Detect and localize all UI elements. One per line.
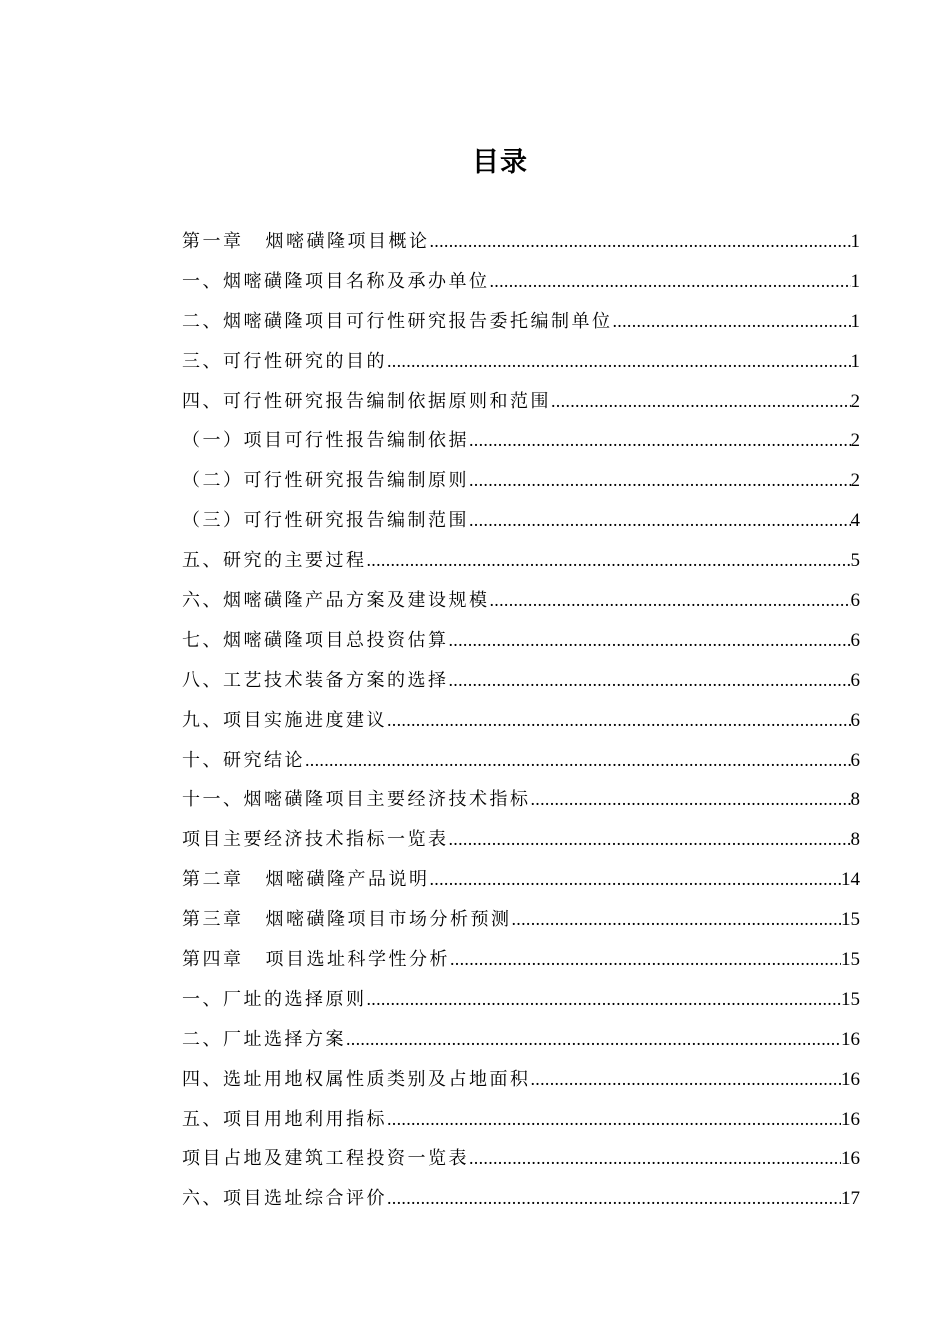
toc-entry-label [182,820,449,860]
toc-page-number: 2 [850,430,860,452]
toc-page-number: 6 [850,749,860,771]
toc-entry[interactable] [182,461,860,501]
toc-dot-leader [367,541,851,581]
page-title: 目录 [472,147,528,178]
toc-entry[interactable] [182,860,860,900]
toc-entry[interactable] [182,621,860,661]
toc-entry[interactable] [182,382,860,422]
toc-entry[interactable] [182,421,860,461]
toc-dot-leader [490,262,851,302]
toc-entry-label [182,421,469,461]
toc-page-number: 16 [841,1028,860,1050]
toc-entry[interactable] [182,661,860,701]
toc-entry-text: 四、可行性研究报告编制依据原则和范围 [182,390,551,412]
toc-entry[interactable] [182,1020,860,1060]
toc-entry-text: 七、烟嘧磺隆项目总投资估算 [182,629,449,651]
toc-page-number: 2 [850,470,860,492]
table-of-contents [182,222,860,1219]
toc-page-number: 2 [850,390,860,412]
toc-entry[interactable] [182,342,860,382]
toc-page-number: 8 [850,829,860,851]
toc-entry-label [182,780,531,820]
toc-entry-label [182,1100,387,1140]
toc-entry-text: （一）项目可行性报告编制依据 [182,430,469,452]
toc-entry-label [182,701,387,741]
toc-page-number: 14 [841,869,860,891]
toc-page-number: 4 [850,510,860,532]
toc-entry-text: 十一、烟嘧磺隆项目主要经济技术指标 [182,789,531,811]
toc-page-number: 16 [841,1108,860,1130]
toc-entry-label [182,461,469,501]
toc-page-number: 16 [841,1148,860,1170]
toc-page-number: 6 [850,709,860,731]
toc-entry-text: 六、烟嘧磺隆产品方案及建设规模 [182,590,490,612]
toc-dot-leader [387,1179,841,1219]
toc-entry-text: 一、厂址的选择原则 [182,988,367,1010]
toc-entry[interactable] [182,581,860,621]
toc-entry-text: 四、选址用地权属性质类别及占地面积 [182,1068,531,1090]
toc-entry-text: 三、可行性研究的目的 [182,350,387,372]
toc-entry-text: 二、烟嘧磺隆项目可行性研究报告委托编制单位 [182,310,613,332]
toc-entry-text: 六、项目选址综合评价 [182,1188,387,1210]
toc-dot-leader [430,222,851,262]
toc-chapter-number: 第四章 [182,949,244,971]
toc-entry-text: 烟嘧磺隆产品说明 [265,869,430,891]
toc-page-number: 1 [850,270,860,292]
toc-entry-label [182,1139,469,1179]
toc-entry-label [182,382,551,422]
toc-entry-label [182,621,449,661]
toc-entry-label [182,741,305,781]
toc-dot-leader [346,1020,841,1060]
toc-page-number: 17 [841,1188,860,1210]
toc-dot-leader [512,900,842,940]
toc-dot-leader [490,581,851,621]
toc-entry[interactable] [182,222,860,262]
toc-entry-label [182,342,387,382]
toc-entry-text: 九、项目实施进度建议 [182,709,387,731]
toc-entry-label [182,1020,346,1060]
toc-entry-text: 八、工艺技术装备方案的选择 [182,669,449,691]
toc-entry-text: 五、研究的主要过程 [182,550,367,572]
toc-entry-text: 烟嘧磺隆项目概论 [265,231,430,252]
toc-page-number: 1 [850,231,860,252]
toc-entry-text: （二）可行性研究报告编制原则 [182,470,469,492]
toc-entry-text: 项目占地及建筑工程投资一览表 [182,1148,469,1170]
toc-dot-leader [469,461,851,501]
toc-entry-label [182,302,613,342]
toc-page-number: 15 [841,909,860,931]
toc-entry-text: 二、厂址选择方案 [182,1028,346,1050]
toc-entry[interactable] [182,262,860,302]
toc-entry-label [182,581,490,621]
toc-entry[interactable] [182,701,860,741]
toc-entry-label [182,940,450,980]
toc-entry-text: 项目选址科学性分析 [265,949,450,971]
toc-dot-leader [387,1100,841,1140]
toc-entry-label [182,1179,387,1219]
toc-entry[interactable] [182,302,860,342]
toc-page-number: 6 [850,590,860,612]
toc-dot-leader [469,501,851,541]
toc-entry-label [182,1060,531,1100]
toc-entry[interactable] [182,940,860,980]
toc-entry-label [182,900,512,940]
toc-entry-text: 十、研究结论 [182,749,305,771]
toc-entry-label [182,860,430,900]
toc-entry[interactable] [182,1060,860,1100]
toc-dot-leader [449,820,851,860]
toc-chapter-number: 第二章 [182,869,244,891]
toc-dot-leader [449,661,851,701]
toc-entry[interactable] [182,541,860,581]
toc-entry-label [182,980,367,1020]
toc-dot-leader [367,980,842,1020]
toc-dot-leader [450,940,841,980]
toc-entry[interactable] [182,1100,860,1140]
toc-page-number: 5 [850,550,860,572]
toc-page-number: 15 [841,949,860,971]
toc-page-number: 1 [850,350,860,372]
toc-entry-text: （三）可行性研究报告编制范围 [182,510,469,532]
toc-dot-leader [469,421,851,461]
toc-entry-label [182,661,449,701]
toc-dot-leader [430,860,842,900]
toc-dot-leader [449,621,851,661]
toc-entry-text: 一、烟嘧磺隆项目名称及承办单位 [182,270,490,292]
toc-chapter-number: 第一章 [182,231,244,252]
toc-page-number: 6 [850,669,860,691]
toc-dot-leader [305,741,851,781]
toc-page-number: 15 [841,988,860,1010]
toc-entry[interactable] [182,1139,860,1179]
toc-entry[interactable] [182,780,860,820]
toc-entry[interactable] [182,1179,860,1219]
toc-entry[interactable] [182,980,860,1020]
toc-entry-label [182,262,490,302]
toc-dot-leader [613,302,851,342]
toc-dot-leader [531,780,851,820]
toc-dot-leader [387,342,851,382]
toc-dot-leader [551,382,851,422]
toc-page-number: 6 [850,629,860,651]
toc-page-number: 16 [841,1068,860,1090]
toc-page-number: 8 [850,789,860,811]
toc-chapter-number: 第三章 [182,909,244,931]
toc-entry-label [182,541,367,581]
toc-entry[interactable] [182,900,860,940]
toc-entry-label [182,501,469,541]
toc-entry[interactable] [182,501,860,541]
toc-entry-label [182,222,430,262]
toc-dot-leader [531,1060,842,1100]
toc-entry-text: 项目主要经济技术指标一览表 [182,829,449,851]
toc-dot-leader [387,701,851,741]
toc-entry[interactable] [182,820,860,860]
toc-page-number: 1 [850,310,860,332]
toc-entry-text: 烟嘧磺隆项目市场分析预测 [265,909,512,931]
toc-entry-text: 五、项目用地利用指标 [182,1108,387,1130]
toc-dot-leader [469,1139,841,1179]
toc-entry[interactable] [182,741,860,781]
